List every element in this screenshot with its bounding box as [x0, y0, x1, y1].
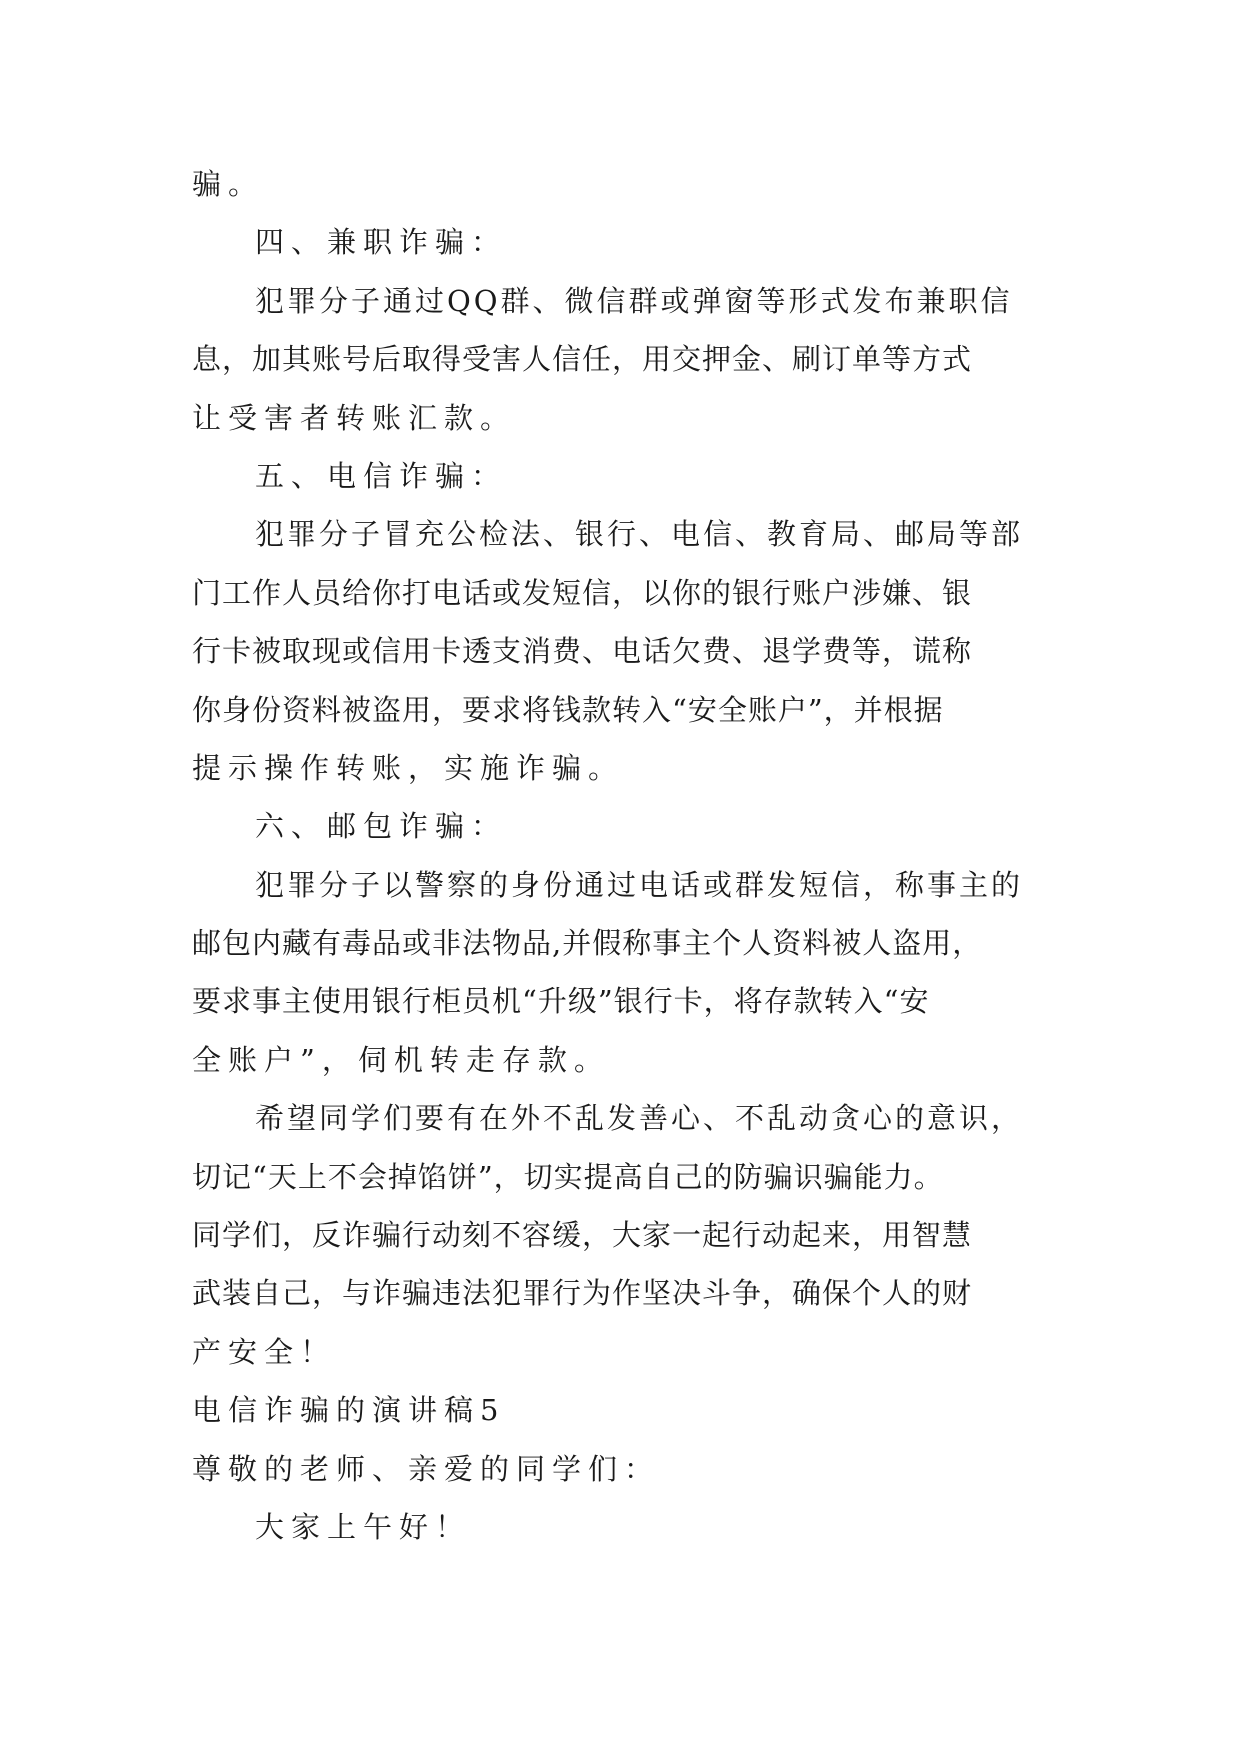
paragraph-line: 希望同学们要有在外不乱发善心、不乱动贪心的意识，: [255, 1101, 1024, 1136]
paragraph-line: 犯罪分子以警察的身份通过电话或群发短信，称事主的: [255, 867, 1024, 902]
paragraph-line: 全账户”，伺机转走存款。: [192, 1042, 610, 1077]
greeting: 大家上午好！: [255, 1509, 472, 1544]
paragraph-line: 同学们，反诈骗行动刻不容缓，大家一起行动起来，用智慧: [192, 1218, 973, 1253]
paragraph-line: 行卡被取现或信用卡透支消费、电话欠费、退学费等，谎称: [192, 634, 973, 669]
paragraph-line: 切记“天上不会掉馅饼”，切实提高自己的防骗识骗能力。: [192, 1159, 944, 1194]
paragraph-line: 提示操作转账，实施诈骗。: [192, 750, 625, 785]
paragraph-line: 息，加其账号后取得受害人信任，用交押金、刷订单等方式: [192, 342, 973, 377]
paragraph-line: 门工作人员给你打电话或发短信，以你的银行账户涉嫌、银: [192, 575, 973, 610]
paragraph-line: 犯罪分子通过QQ群、微信群或弹窗等形式发布兼职信: [255, 283, 1013, 318]
paragraph-line: 邮包内藏有毒品或非法物品,并假称事主个人资料被人盗用，: [192, 926, 983, 961]
section-heading-parcel-fraud: 六、邮包诈骗：: [255, 809, 508, 844]
paragraph-line: 武装自己，与诈骗违法犯罪行为作坚决斗争，确保个人的财: [192, 1276, 973, 1311]
paragraph-line: 骗。: [192, 167, 265, 201]
document-body: [192, 155, 1052, 1556]
speech-title: 电信诈骗的演讲稿5: [192, 1393, 506, 1428]
section-heading-telecom-fraud: 五、电信诈骗：: [255, 458, 508, 493]
paragraph-line: 要求事主使用银行柜员机“升级”银行卡，将存款转入“安: [192, 984, 930, 1019]
paragraph-line: 让受害者转账汇款。: [192, 400, 517, 435]
section-heading-part-time-fraud: 四、兼职诈骗：: [255, 225, 508, 260]
paragraph-line: 你身份资料被盗用，要求将钱款转入“安全账户”，并根据: [192, 692, 944, 727]
salutation: 尊敬的老师、亲爱的同学们：: [192, 1451, 661, 1486]
paragraph-line: 犯罪分子冒充公检法、银行、电信、教育局、邮局等部: [255, 517, 1024, 552]
paragraph-line: 产安全！: [192, 1334, 337, 1369]
